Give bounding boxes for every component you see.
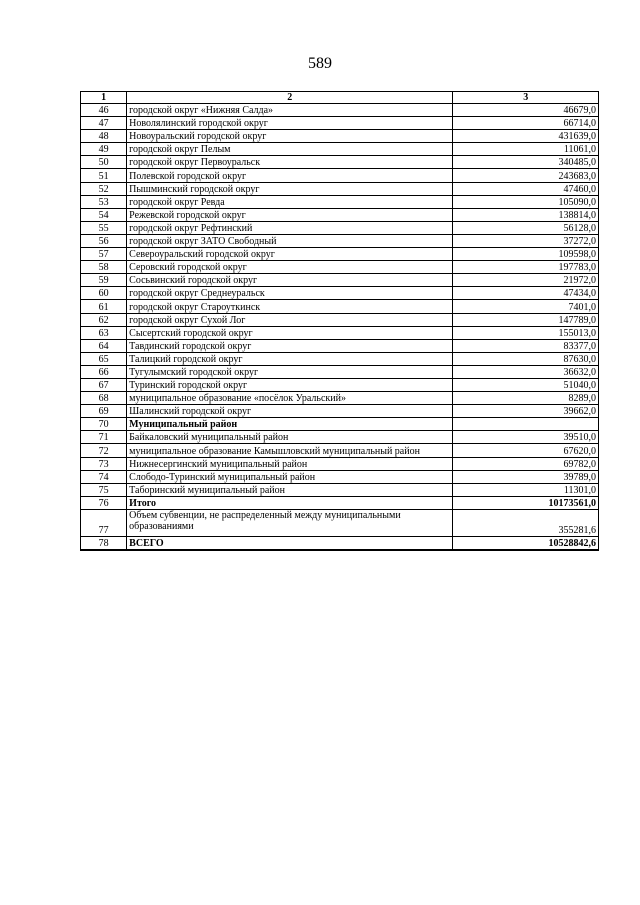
row-name: Североуральский городской округ <box>127 248 453 261</box>
row-number: 46 <box>81 104 127 117</box>
row-number: 65 <box>81 352 127 365</box>
table-row <box>81 130 599 143</box>
table-row <box>81 496 599 509</box>
row-name: Тугулымский городской округ <box>127 365 453 378</box>
row-value: 83377,0 <box>453 339 599 352</box>
table-row <box>81 208 599 221</box>
row-name: Талицкий городской округ <box>127 352 453 365</box>
row-value: 7401,0 <box>453 300 599 313</box>
row-value: 56128,0 <box>453 221 599 234</box>
row-name: Муниципальный район <box>127 418 453 431</box>
row-name: городской округ Сухой Лог <box>127 313 453 326</box>
row-name: Итого <box>127 496 453 509</box>
row-name: муниципальное образование Камышловский муниципальный район <box>127 444 453 457</box>
table-row <box>81 182 599 195</box>
row-name: городской округ Пелым <box>127 143 453 156</box>
table-row <box>81 457 599 470</box>
row-value: 51040,0 <box>453 378 599 391</box>
row-name: Объем субвенции, не распределенный между муниципальными образованиями <box>127 509 453 536</box>
row-name: Серовский городской округ <box>127 261 453 274</box>
table-row <box>81 156 599 169</box>
row-number: 69 <box>81 405 127 418</box>
row-number: 67 <box>81 378 127 391</box>
row-name: Таборинский муниципальный район <box>127 483 453 496</box>
row-name: городской округ ЗАТО Свободный <box>127 234 453 247</box>
row-value: 243683,0 <box>453 169 599 182</box>
row-value: 355281,6 <box>453 509 599 536</box>
row-value: 37272,0 <box>453 234 599 247</box>
row-name: Туринский городской округ <box>127 378 453 391</box>
table-row <box>81 287 599 300</box>
row-number: 63 <box>81 326 127 339</box>
row-name: городской округ Рефтинский <box>127 221 453 234</box>
row-number: 77 <box>81 509 127 536</box>
row-name: Байкаловский муниципальный район <box>127 431 453 444</box>
row-name: Нижнесергинский муниципальный район <box>127 457 453 470</box>
row-number: 60 <box>81 287 127 300</box>
row-name: ВСЕГО <box>127 536 453 550</box>
row-number: 49 <box>81 143 127 156</box>
table-row <box>81 248 599 261</box>
row-name: Сысертский городской округ <box>127 326 453 339</box>
row-name: муниципальное образование «посёлок Уральский» <box>127 392 453 405</box>
row-name: Слободо-Туринский муниципальный район <box>127 470 453 483</box>
row-value: 8289,0 <box>453 392 599 405</box>
row-value: 47460,0 <box>453 182 599 195</box>
row-number: 62 <box>81 313 127 326</box>
row-name: Сосьвинский городской округ <box>127 274 453 287</box>
page-number: 589 <box>308 55 332 72</box>
row-number: 48 <box>81 130 127 143</box>
table-row <box>81 169 599 182</box>
row-name: Режевской городской округ <box>127 208 453 221</box>
row-number: 68 <box>81 392 127 405</box>
row-name: Новоуральский городской округ <box>127 130 453 143</box>
column-header-3: 3 <box>453 92 599 104</box>
row-value <box>453 418 599 431</box>
table-row <box>81 234 599 247</box>
table-row <box>81 274 599 287</box>
table-row <box>81 536 599 550</box>
row-value: 39510,0 <box>453 431 599 444</box>
table-row <box>81 339 599 352</box>
row-value: 39789,0 <box>453 470 599 483</box>
row-name: городской округ Первоуральск <box>127 156 453 169</box>
subvention-table <box>80 91 599 551</box>
table-row <box>81 326 599 339</box>
row-value: 109598,0 <box>453 248 599 261</box>
table-row <box>81 365 599 378</box>
table-row <box>81 470 599 483</box>
row-number: 78 <box>81 536 127 550</box>
table-row <box>81 261 599 274</box>
table-row <box>81 117 599 130</box>
row-value: 46679,0 <box>453 104 599 117</box>
row-value: 69782,0 <box>453 457 599 470</box>
table-row <box>81 104 599 117</box>
row-number: 70 <box>81 418 127 431</box>
row-name: Тавдинский городской округ <box>127 339 453 352</box>
row-value: 39662,0 <box>453 405 599 418</box>
table-row <box>81 444 599 457</box>
column-header-1: 1 <box>81 92 127 104</box>
table-row <box>81 418 599 431</box>
row-value: 155013,0 <box>453 326 599 339</box>
table-body <box>81 104 599 551</box>
row-value: 10528842,6 <box>453 536 599 550</box>
row-value: 10173561,0 <box>453 496 599 509</box>
row-value: 11301,0 <box>453 483 599 496</box>
row-value: 197783,0 <box>453 261 599 274</box>
row-number: 61 <box>81 300 127 313</box>
column-header-2: 2 <box>127 92 453 104</box>
row-value: 11061,0 <box>453 143 599 156</box>
table-row <box>81 483 599 496</box>
row-value: 47434,0 <box>453 287 599 300</box>
table-row <box>81 195 599 208</box>
row-number: 58 <box>81 261 127 274</box>
row-number: 76 <box>81 496 127 509</box>
row-number: 50 <box>81 156 127 169</box>
row-name: Полевской городской округ <box>127 169 453 182</box>
row-value: 431639,0 <box>453 130 599 143</box>
table-header-row <box>81 92 599 104</box>
row-value: 340485,0 <box>453 156 599 169</box>
row-number: 74 <box>81 470 127 483</box>
row-number: 72 <box>81 444 127 457</box>
table-row <box>81 352 599 365</box>
row-number: 53 <box>81 195 127 208</box>
table-row <box>81 431 599 444</box>
row-number: 66 <box>81 365 127 378</box>
row-number: 75 <box>81 483 127 496</box>
row-name: городской округ Ревда <box>127 195 453 208</box>
row-value: 21972,0 <box>453 274 599 287</box>
row-name: городской округ Среднеуральск <box>127 287 453 300</box>
table-row <box>81 143 599 156</box>
row-number: 64 <box>81 339 127 352</box>
row-value: 105090,0 <box>453 195 599 208</box>
row-name: Пышминский городской округ <box>127 182 453 195</box>
row-value: 138814,0 <box>453 208 599 221</box>
table-row <box>81 378 599 391</box>
row-number: 56 <box>81 234 127 247</box>
row-value: 67620,0 <box>453 444 599 457</box>
table-row <box>81 405 599 418</box>
table-row <box>81 221 599 234</box>
row-value: 66714,0 <box>453 117 599 130</box>
row-number: 57 <box>81 248 127 261</box>
row-number: 52 <box>81 182 127 195</box>
table-row <box>81 509 599 536</box>
row-number: 73 <box>81 457 127 470</box>
row-number: 59 <box>81 274 127 287</box>
row-name: Новолялинский городской округ <box>127 117 453 130</box>
row-number: 51 <box>81 169 127 182</box>
row-value: 36632,0 <box>453 365 599 378</box>
row-number: 55 <box>81 221 127 234</box>
row-number: 47 <box>81 117 127 130</box>
row-value: 87630,0 <box>453 352 599 365</box>
table-row <box>81 300 599 313</box>
table-row <box>81 313 599 326</box>
row-number: 54 <box>81 208 127 221</box>
table-row <box>81 392 599 405</box>
row-number: 71 <box>81 431 127 444</box>
row-name: городской округ Староуткинск <box>127 300 453 313</box>
row-name: Шалинский городской округ <box>127 405 453 418</box>
row-name: городской округ «Нижняя Салда» <box>127 104 453 117</box>
row-value: 147789,0 <box>453 313 599 326</box>
